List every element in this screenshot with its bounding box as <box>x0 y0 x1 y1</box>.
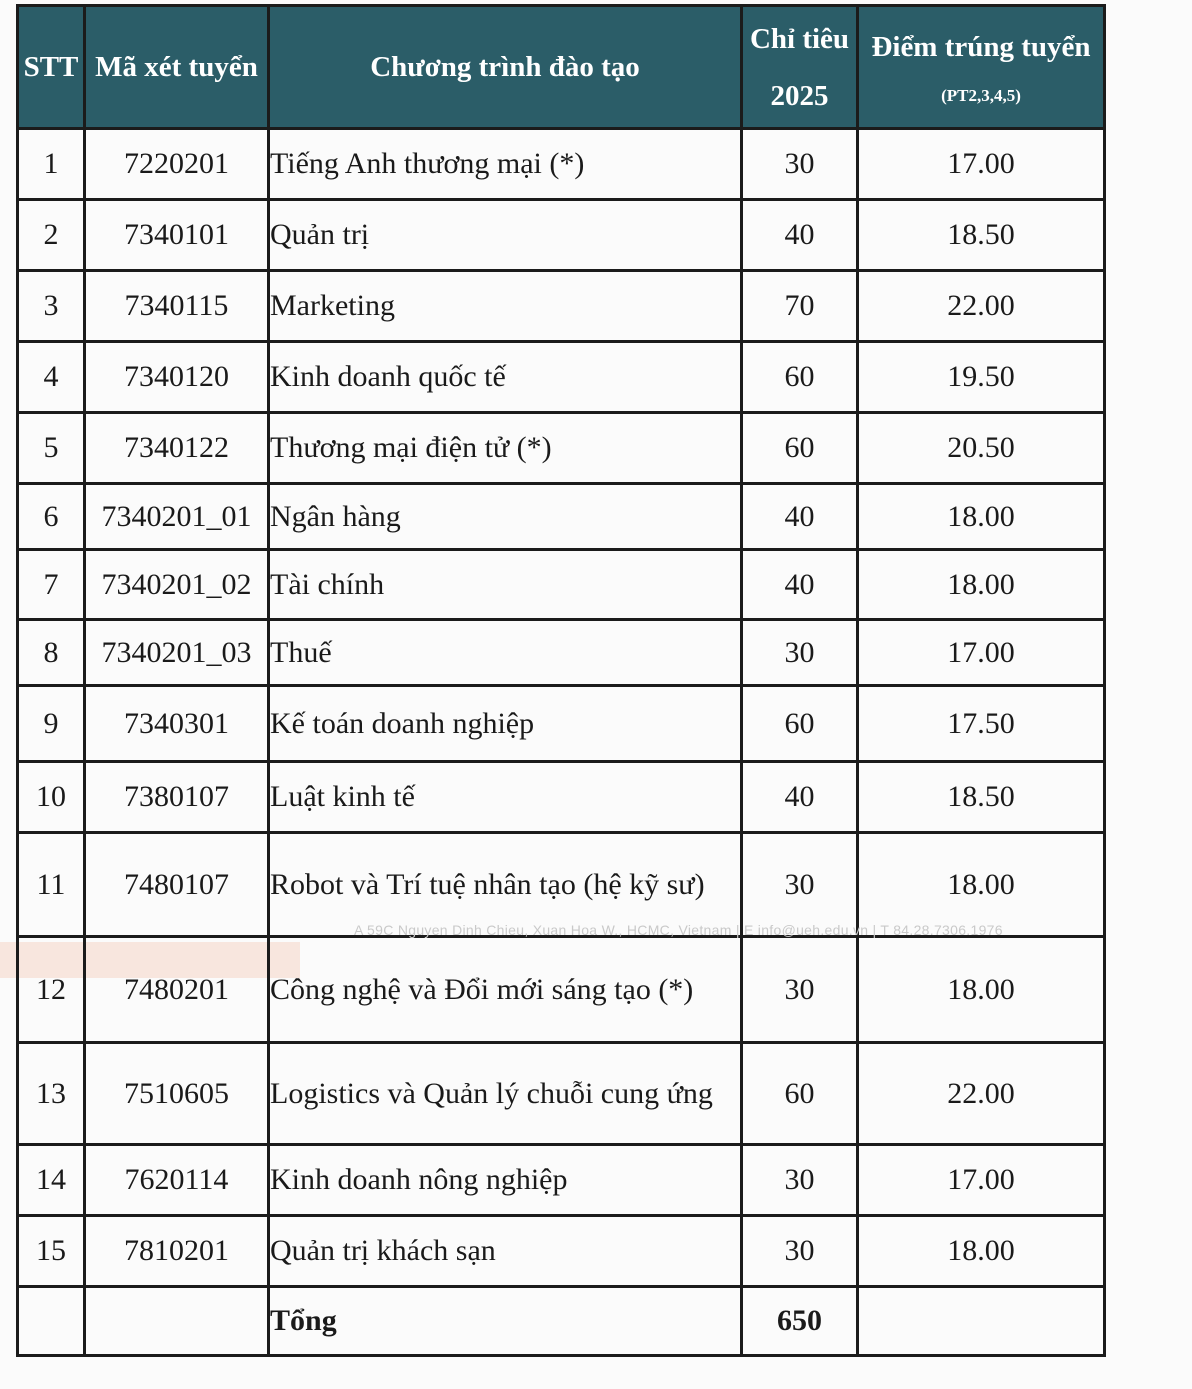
cell-score: 17.50 <box>858 686 1105 762</box>
table-row <box>18 413 1105 484</box>
cell-score: 18.00 <box>858 550 1105 620</box>
total-empty-code <box>85 1287 269 1356</box>
cell-code: 7340101 <box>85 200 269 271</box>
header-score-note: (PT2,3,4,5) <box>941 85 1021 105</box>
cell-score: 17.00 <box>858 129 1105 200</box>
cell-quota: 30 <box>742 1216 858 1287</box>
cell-quota: 30 <box>742 833 858 937</box>
cell-program: Công nghệ và Đổi mới sáng tạo (*) <box>269 937 742 1043</box>
header-row <box>18 6 1105 129</box>
table-header <box>18 6 1105 129</box>
cell-score: 18.50 <box>858 200 1105 271</box>
cell-stt: 4 <box>18 342 85 413</box>
table-row <box>18 1043 1105 1145</box>
header-quota-year: 2025 <box>770 80 829 112</box>
cell-program: Kế toán doanh nghiệp <box>269 686 742 762</box>
cell-stt: 11 <box>18 833 85 937</box>
cell-code: 7480201 <box>85 937 269 1043</box>
cell-score: 18.00 <box>858 484 1105 550</box>
cell-stt: 13 <box>18 1043 85 1145</box>
cell-code: 7380107 <box>85 762 269 833</box>
cell-program: Robot và Trí tuệ nhân tạo (hệ kỹ sư) <box>269 833 742 937</box>
total-row <box>18 1287 1105 1356</box>
table-row <box>18 342 1105 413</box>
cell-score: 19.50 <box>858 342 1105 413</box>
cell-program: Quản trị <box>269 200 742 271</box>
header-score-label: Điểm trúng tuyển <box>871 30 1091 63</box>
table-row <box>18 484 1105 550</box>
table-row <box>18 833 1105 937</box>
cell-quota: 60 <box>742 686 858 762</box>
cell-stt: 7 <box>18 550 85 620</box>
table-body <box>18 129 1105 1356</box>
cell-program: Tài chính <box>269 550 742 620</box>
cell-program: Quản trị khách sạn <box>269 1216 742 1287</box>
cell-score: 17.00 <box>858 620 1105 686</box>
cell-program: Kinh doanh quốc tế <box>269 342 742 413</box>
cell-stt: 3 <box>18 271 85 342</box>
cell-stt: 1 <box>18 129 85 200</box>
table-row <box>18 271 1105 342</box>
cell-code: 7480107 <box>85 833 269 937</box>
cell-score: 20.50 <box>858 413 1105 484</box>
cell-code: 7340201_01 <box>85 484 269 550</box>
cell-code: 7620114 <box>85 1145 269 1216</box>
cell-stt: 10 <box>18 762 85 833</box>
cell-quota: 60 <box>742 1043 858 1145</box>
cell-quota: 40 <box>742 484 858 550</box>
total-label: Tổng <box>269 1287 742 1356</box>
table-row <box>18 1145 1105 1216</box>
cell-quota: 60 <box>742 413 858 484</box>
cell-code: 7340201_02 <box>85 550 269 620</box>
header-quota <box>742 6 858 129</box>
cell-program: Thuế <box>269 620 742 686</box>
cell-code: 7220201 <box>85 129 269 200</box>
cell-score: 18.50 <box>858 762 1105 833</box>
cell-program: Kinh doanh nông nghiệp <box>269 1145 742 1216</box>
cell-code: 7340301 <box>85 686 269 762</box>
cell-quota: 40 <box>742 550 858 620</box>
cell-program: Tiếng Anh thương mại (*) <box>269 129 742 200</box>
header-stt: STT <box>18 6 85 129</box>
admission-scores-table <box>16 4 1106 1357</box>
cell-code: 7340122 <box>85 413 269 484</box>
cell-program: Ngân hàng <box>269 484 742 550</box>
cell-score: 17.00 <box>858 1145 1105 1216</box>
header-code: Mã xét tuyển <box>85 6 269 129</box>
cell-stt: 12 <box>18 937 85 1043</box>
cell-stt: 8 <box>18 620 85 686</box>
cell-stt: 5 <box>18 413 85 484</box>
header-quota-label: Chỉ tiêu <box>749 23 850 55</box>
table-row <box>18 620 1105 686</box>
cell-stt: 2 <box>18 200 85 271</box>
table-row <box>18 129 1105 200</box>
cell-score: 18.00 <box>858 833 1105 937</box>
table-row <box>18 550 1105 620</box>
table-row <box>18 686 1105 762</box>
cell-quota: 40 <box>742 762 858 833</box>
cell-code: 7510605 <box>85 1043 269 1145</box>
cell-code: 7340120 <box>85 342 269 413</box>
cell-stt: 6 <box>18 484 85 550</box>
table-row <box>18 1216 1105 1287</box>
cell-program: Luật kinh tế <box>269 762 742 833</box>
cell-quota: 30 <box>742 129 858 200</box>
cell-program: Marketing <box>269 271 742 342</box>
cell-code: 7340115 <box>85 271 269 342</box>
cell-score: 18.00 <box>858 937 1105 1043</box>
cell-score: 22.00 <box>858 1043 1105 1145</box>
cell-quota: 70 <box>742 271 858 342</box>
total-empty-score <box>858 1287 1105 1356</box>
table-row <box>18 762 1105 833</box>
header-score <box>858 6 1105 129</box>
total-empty-stt <box>18 1287 85 1356</box>
footer-contact-watermark: A 59C Nguyen Dinh Chieu, Xuan Hoa W., HCMC, Vietnam | E info@ueh.edu.vn | T 84.28.7306.1976 <box>354 922 1003 938</box>
table-row <box>18 937 1105 1043</box>
table-row <box>18 200 1105 271</box>
cell-code: 7810201 <box>85 1216 269 1287</box>
cell-score: 22.00 <box>858 271 1105 342</box>
cell-stt: 15 <box>18 1216 85 1287</box>
cell-quota: 40 <box>742 200 858 271</box>
header-program: Chương trình đào tạo <box>269 6 742 129</box>
total-quota: 650 <box>742 1287 858 1356</box>
cell-quota: 30 <box>742 620 858 686</box>
cell-code: 7340201_03 <box>85 620 269 686</box>
cell-quota: 30 <box>742 937 858 1043</box>
cell-program: Logistics và Quản lý chuỗi cung ứng <box>269 1043 742 1145</box>
cell-stt: 9 <box>18 686 85 762</box>
cell-quota: 30 <box>742 1145 858 1216</box>
cell-quota: 60 <box>742 342 858 413</box>
cell-program: Thương mại điện tử (*) <box>269 413 742 484</box>
cell-stt: 14 <box>18 1145 85 1216</box>
cell-score: 18.00 <box>858 1216 1105 1287</box>
